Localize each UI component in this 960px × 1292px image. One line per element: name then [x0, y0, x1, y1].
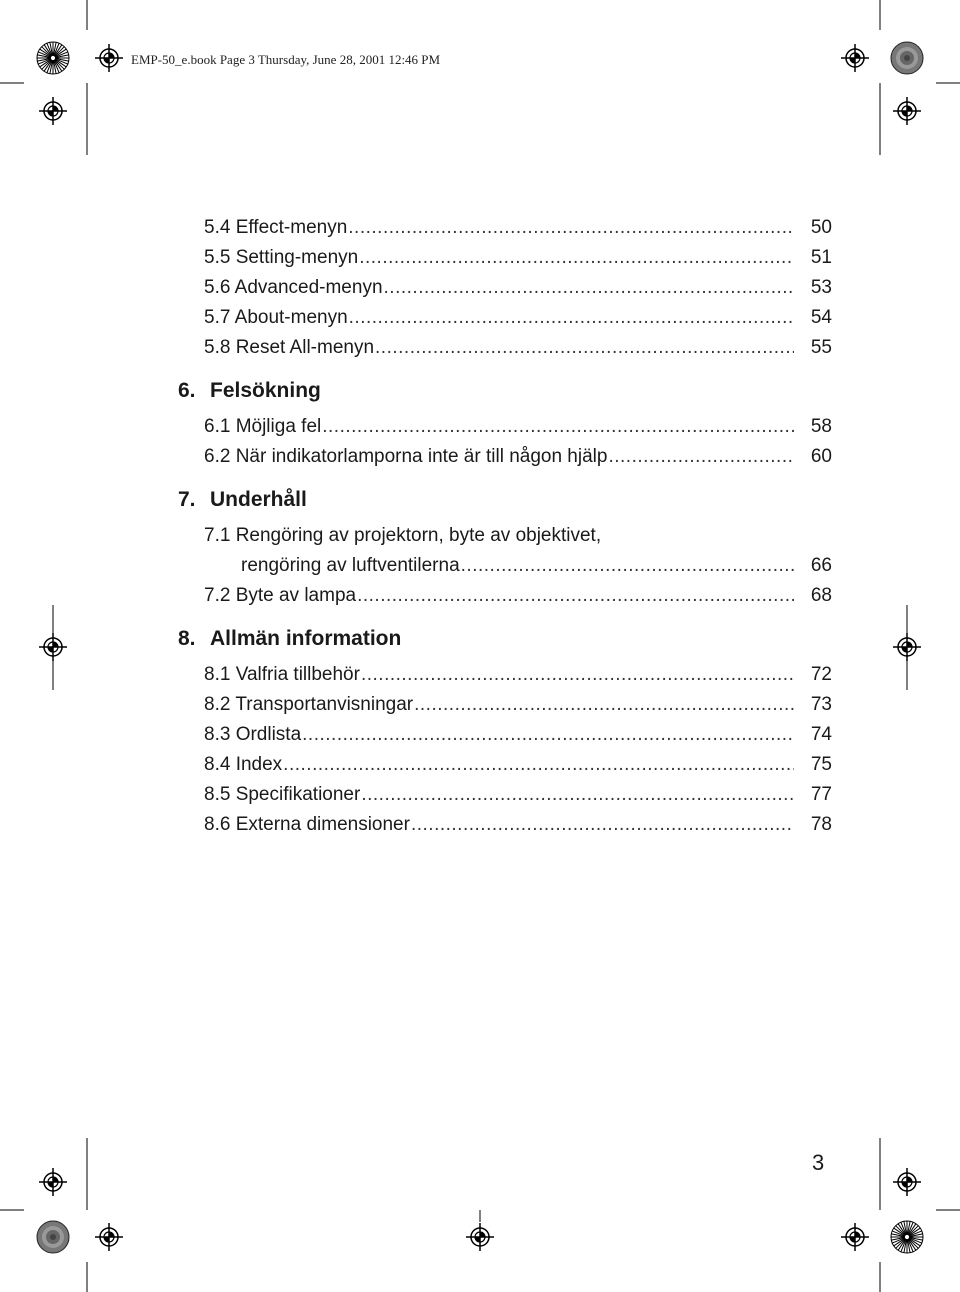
toc-entry[interactable]	[204, 444, 832, 470]
toc-entry-label: 8.5 Specifikationer	[204, 784, 361, 805]
toc-entry-label: 6.1 Möjliga fel	[204, 416, 322, 437]
print-slug: EMP-50_e.book Page 3 Thursday, June 28, 2001 12:46 PM	[131, 52, 441, 67]
section-number: 7.	[178, 488, 196, 511]
toc-entry[interactable]	[204, 692, 832, 718]
toc-entry-label: 5.7 About-menyn	[204, 307, 348, 328]
toc-entry-page: 51	[810, 247, 832, 268]
dot-leader	[283, 752, 794, 778]
toc-entry-label-continued: rengöring av luftventilerna	[241, 555, 460, 576]
dot-leader	[384, 275, 794, 301]
section-title: Felsökning	[210, 379, 321, 402]
toc-entry-label: 5.8 Reset All-menyn	[204, 337, 375, 358]
toc-entry-page: 78	[810, 814, 832, 835]
dot-leader	[349, 305, 794, 331]
toc-entry[interactable]	[204, 215, 832, 241]
toc-entry-label: 7.2 Byte av lampa	[204, 585, 357, 606]
toc-entry-page: 50	[810, 217, 832, 238]
toc-entry-label: 8.3 Ordlista	[204, 724, 302, 745]
dot-leader	[411, 812, 794, 838]
section-title: Allmän information	[210, 627, 402, 650]
dot-leader	[359, 245, 794, 271]
toc-entry-page: 74	[810, 724, 832, 745]
dot-leader	[461, 553, 794, 579]
section-heading[interactable]	[178, 625, 401, 653]
toc-entry-page: 66	[810, 555, 832, 576]
dot-leader	[375, 335, 794, 361]
toc-entry-page: 77	[810, 784, 832, 805]
toc-entry-page: 72	[810, 664, 832, 685]
section-heading[interactable]	[178, 486, 307, 514]
toc-entry[interactable]	[204, 782, 832, 808]
toc-entry-page: 68	[810, 585, 832, 606]
toc-entry-page: 75	[810, 754, 832, 775]
toc-entry[interactable]	[204, 812, 832, 838]
toc-entry[interactable]	[204, 722, 832, 748]
dot-leader	[322, 414, 794, 440]
section-number: 6.	[178, 379, 196, 402]
dot-leader	[348, 215, 794, 241]
section-number: 8.	[178, 627, 196, 650]
toc-entry-page: 53	[810, 277, 832, 298]
dot-leader	[414, 692, 794, 718]
toc-entry-label: 8.4 Index	[204, 754, 283, 775]
toc-entry-label: 6.2 När indikatorlamporna inte är till någon hjälp	[204, 446, 608, 467]
dot-leader	[361, 782, 794, 808]
toc-entry-label: 5.6 Advanced-menyn	[204, 277, 383, 298]
page-number: 3	[812, 1150, 825, 1175]
dot-leader	[361, 662, 794, 688]
section-title: Underhåll	[210, 488, 307, 511]
toc-entry-page: 60	[810, 446, 832, 467]
toc-entry[interactable]	[204, 752, 832, 778]
toc-entry[interactable]	[204, 275, 832, 301]
toc-entry-page: 58	[810, 416, 832, 437]
toc-entry-label: 7.1 Rengöring av projektorn, byte av objektivet,	[204, 525, 602, 546]
toc-entry[interactable]	[204, 245, 832, 271]
section-heading[interactable]	[178, 377, 321, 405]
toc-entry[interactable]	[204, 414, 832, 440]
toc-entry[interactable]	[204, 335, 832, 361]
toc-entry[interactable]	[204, 305, 832, 331]
toc-entry[interactable]	[204, 523, 832, 579]
dot-leader	[302, 722, 794, 748]
toc-entry-label: 5.4 Effect-menyn	[204, 217, 348, 238]
toc-entry-label: 8.2 Transportanvisningar	[204, 694, 414, 715]
toc-entry[interactable]	[204, 583, 832, 609]
toc-entry-label: 8.1 Valfria tillbehör	[204, 664, 360, 685]
dot-leader	[608, 444, 794, 470]
toc-entry-page: 73	[810, 694, 832, 715]
toc-entry[interactable]	[204, 662, 832, 688]
dot-leader	[357, 583, 794, 609]
toc-entry-label: 8.6 Externa dimensioner	[204, 814, 410, 835]
toc-entry-page: 54	[810, 307, 832, 328]
toc-entry-page: 55	[810, 337, 832, 358]
toc-entry-label: 5.5 Setting-menyn	[204, 247, 359, 268]
